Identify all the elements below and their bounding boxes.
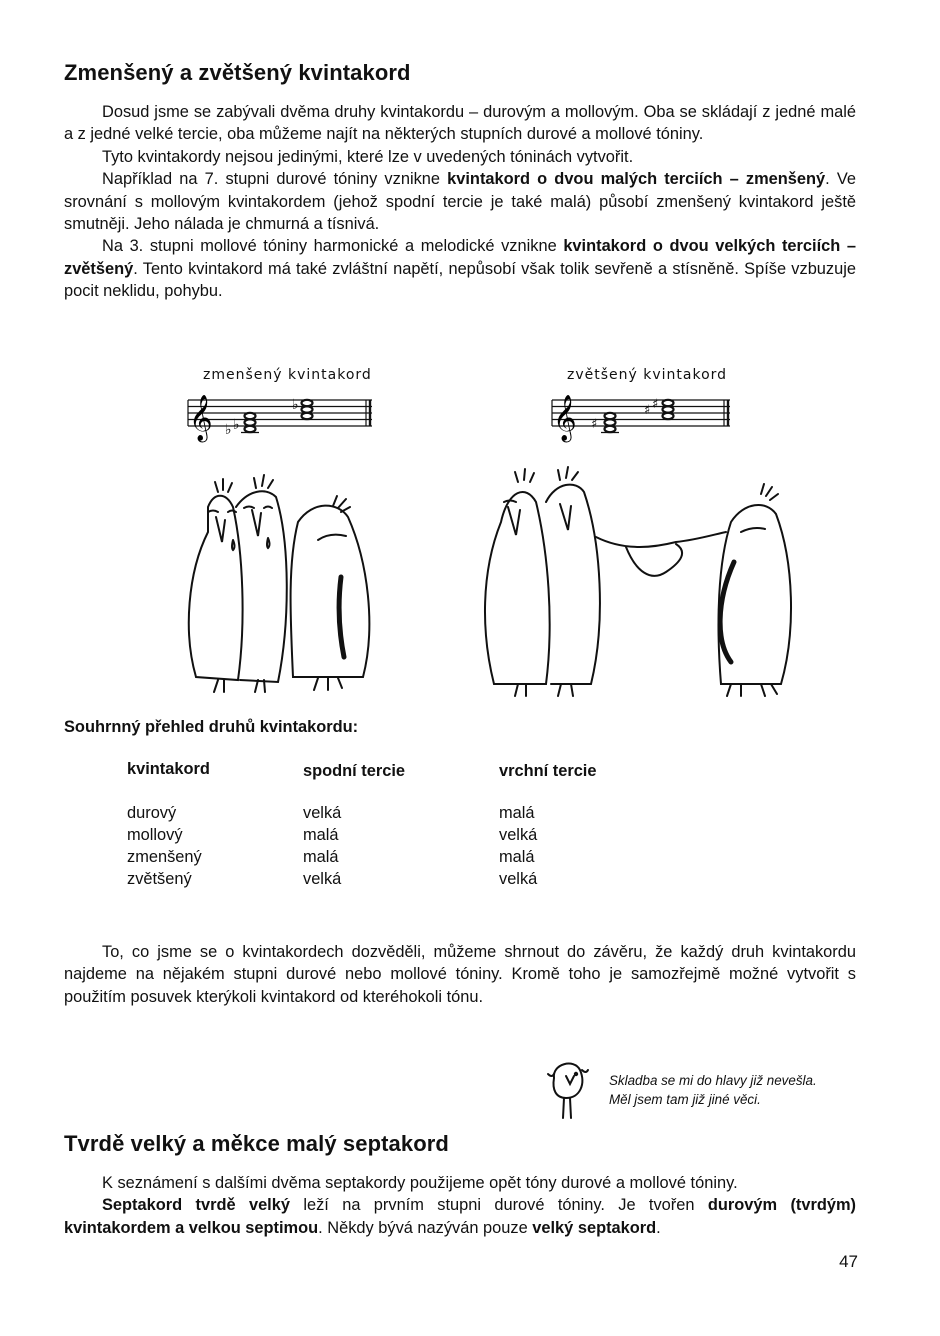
svg-text:♯: ♯	[652, 397, 659, 412]
paragraph: To, co jsme se o kvintakordech dozvěděli, můžeme shrnout do závěru, že každý druh kvintakordu najdeme na nějakém stupni durové nebo mollové tóniny. Kromě toho je samozřejmě možné vytvořit s použitím posuvek kterýkoli kvintakord od kteréhokoli tónu.	[64, 943, 856, 1006]
svg-text:♭: ♭	[292, 397, 299, 413]
right-chord-label: zvětšený kvintakord	[567, 367, 728, 383]
page-number: 47	[839, 1252, 858, 1271]
table-cell: durový	[127, 804, 177, 822]
table-cell: malá	[499, 848, 535, 866]
table-cell: zvětšený	[127, 870, 192, 888]
table-cell: malá	[499, 804, 535, 822]
svg-text:♯: ♯	[591, 417, 598, 432]
paragraph: Tyto kvintakordy nejsou jedinými, které lze v uvedených tóninách vytvořit.	[102, 147, 634, 166]
section1-text	[64, 101, 856, 303]
section-title-2: Tvrdě velký a měkce malý septakord	[64, 1131, 449, 1156]
treble-clef-icon: 𝄞	[189, 395, 213, 441]
paragraph: Dosud jsme se zabývali dvěma druhy kvintakordu – durovým a mollovým. Oba se skládají z jedné malé a z jedné velké tercie, oba můžeme najít na některých stupních durové a mollové tóniny.	[64, 103, 856, 144]
table-cell: mollový	[127, 826, 183, 844]
summary-heading: Souhrnný přehled druhů kvintakordu:	[64, 718, 359, 736]
table-cell: velká	[499, 870, 538, 888]
table-cell: velká	[303, 804, 342, 822]
table-cell: zmenšený	[127, 848, 202, 866]
column-header: spodní tercie	[303, 762, 406, 780]
table-cell: velká	[303, 870, 342, 888]
svg-text:♭: ♭	[233, 417, 240, 433]
left-staff	[180, 388, 380, 444]
section-title-1: Zmenšený a zvětšený kvintakord	[64, 60, 411, 85]
table-cell: malá	[303, 826, 339, 844]
table-cell: malá	[303, 848, 339, 866]
treble-clef-icon: 𝄞	[553, 395, 577, 441]
right-staff	[544, 388, 744, 444]
column-header: kvintakord	[127, 760, 210, 778]
table-cell: velká	[499, 826, 538, 844]
joyful-birds-illustration	[476, 462, 806, 697]
section2-text	[64, 1172, 856, 1239]
sad-birds-illustration	[178, 462, 383, 694]
left-chord-label: zmenšený kvintakord	[203, 367, 372, 383]
paragraph: Na 3. stupni mollové tóniny harmonické a melodické vznikne kvintakord o dvou velkých terciích – zvětšený. Tento kvintakord má také zvláštní napětí, nepůsobí však tolik sevřeně a stísněně. Spíše vzbuzuje pocit neklidu, pohybu.	[64, 237, 857, 301]
paragraph: Septakord tvrdě velký leží na prvním stupni durové tóniny. Je tvořen durovým (tvrdým) kvintakordem a velkou septimou. Někdy bývá nazýván pouze velký septakord.	[64, 1196, 857, 1237]
conclusion-text	[64, 941, 856, 1008]
svg-text:♭: ♭	[225, 422, 232, 438]
svg-text:♯: ♯	[644, 403, 651, 418]
bird-note: Skladba se mi do hlavy již nevešla. Měl jsem tam již jiné věci.	[609, 1073, 817, 1107]
paragraph: Například na 7. stupni durové tóniny vznikne kvintakord o dvou malých terciích – zmenšený. Ve srovnání s mollovým kvintakordem (jehož spodní tercie je také malá) působí zmenšený kvintakord ještě smutněji. Jeho nálada je chmurná a tísnivá.	[64, 170, 856, 234]
paragraph: K seznámení s dalšími dvěma septakordy použijeme opět tóny durové a mollové tóniny.	[102, 1174, 738, 1192]
column-header: vrchní tercie	[499, 762, 597, 780]
small-bird-icon	[544, 1056, 594, 1122]
